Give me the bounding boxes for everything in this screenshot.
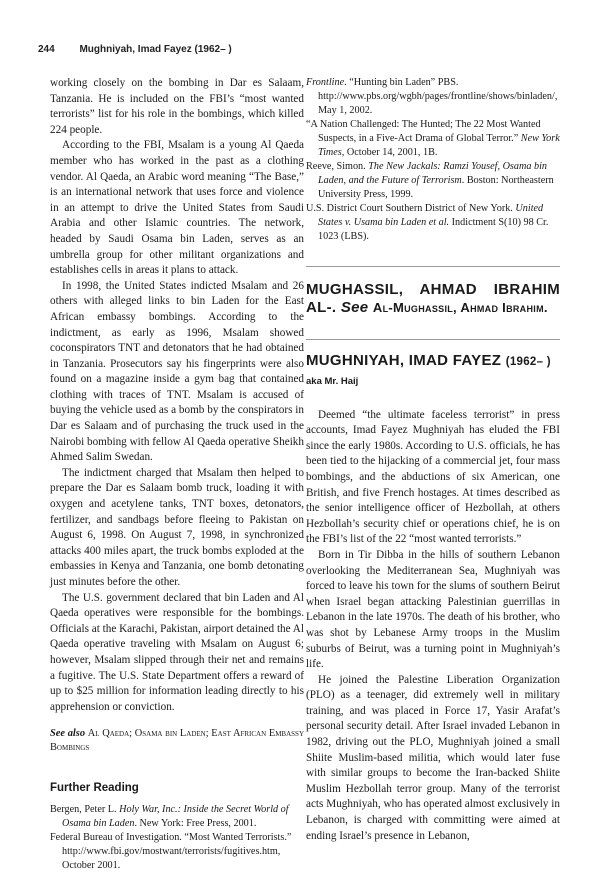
running-title: Mughniyah, Imad Fayez (1962– ) <box>79 44 232 55</box>
cross-reference-entry-heading <box>306 281 560 317</box>
see-also-targets: Al Qaeda; Osama bin Laden; East African Embassy Bombings <box>50 728 304 754</box>
reference-entry: Frontline. “Hunting bin Laden” PBS. http://www.pbs.org/wgbh/pages/frontline/shows/binladen/, May 1, 2002. <box>306 77 558 116</box>
body-paragraph: He joined the Palestine Liberation Organization (PLO) as a teenager, did extremely well in military training, and was placed in Force 17, Yasir Arafat’s personal security detail. After Israel invaded Lebanon in 1982, driving out the PLO, Mughniyah joined a small Shiite Muslim-based militia, which would later fuse with similar groups to become the Iran-backed Shiite Muslim Hezbollah terror group. Many of the terrorist acts Mughniyah, who has operated almost exclusively in Lebanon, is charged with committing were aimed at ending Israel’s presence in Lebanon, <box>306 673 560 842</box>
body-paragraph: Deemed “the ultimate faceless terrorist” in press accounts, Imad Fayez Mughniyah has eluded the FBI since the early 1980s. According to U.S. officials, he has been tied to the hijacking of a commercial jet, four mass bombings, and the abductions of six American, one British, and five French hostages. At times described as the senior intelligence officer of Hezbollah, at others Hezbollah’s security chief or operations chief, he is on the FBI’s list of the 22 “most wanted terrorists.” <box>306 408 560 546</box>
running-header <box>38 44 578 55</box>
reference-entry: Reeve, Simon. The New Jackals: Ramzi Yousef, Osama bin Laden, and the Future of Terrorism. Boston: Northeastern University Press, 1999. <box>306 161 554 200</box>
body-paragraph: The U.S. government declared that bin Laden and Al Qaeda operatives were responsible for the bombings. Officials at the Karachi, Pakistan, airport detained the Al Qaeda operative traveling with Msalam on August 6; however, Msalam slipped through their net and remains a fugitive. The U.S. State Department offers a reward of up to $25 million for information leading directly to his apprehension or conviction. <box>50 591 304 713</box>
page-number: 244 <box>38 44 55 55</box>
further-reading-heading: Further Reading <box>50 782 139 795</box>
see-label: See <box>340 299 369 316</box>
reference-entry: Federal Bureau of Investigation. “Most Wanted Terrorists.” http://www.fbi.gov/mostwant/terrorists/fugitives.htm, October 2001. <box>50 831 292 871</box>
body-paragraph: Born in Tir Dibba in the hills of southern Lebanon overlooking the Mediterranean Sea, Mughniyah was forced to leave his town for the slums of southern Beirut when Israel began attacking Palestinian guerrillas in Lebanon in the late 1970s. The death of his brother, who was shot by Lebanese Army troops in the Muslim suburbs of Beirut, was a turning point in Mughniyah’s life. <box>306 548 560 671</box>
body-paragraph: In 1998, the United States indicted Msalam and 26 others with alleged links to bin Laden for the East African embassy bombings. According to the indictment, as early as 1996, Msalam showed coconspirators TNT and detonators that he had obtained in Tanzania. Prosecutors say his fingerprints were also found on a magazine inside a gym bag that contained clothing with traces of TNT. Msalam is accused of buying the vehicle used as a bomb by the conspirators in Dar es Salaam and of purchasing the truck used in the Nairobi bombing with fellow Al Qaeda operative Sheikh Ahmed Salim Swedan. <box>50 279 304 464</box>
reference-entry: Bergen, Peter L. Holy War, Inc.: Inside the Secret World of Osama bin Laden. New York: Free Press, 2001. <box>50 803 289 829</box>
reference-entry: “A Nation Challenged: The Hunted; The 22 Most Wanted Suspects, in a Five-Act Drama of Global Terror.” New York Times, October 14, 2001, 1B. <box>306 119 560 158</box>
see-also <box>50 727 304 755</box>
see-also-label: See also <box>50 728 86 740</box>
body-paragraph: The indictment charged that Msalam then helped to prepare the Dar es Salaam bomb truck, loading it with oxygen and acetylene tanks, TNT boxes, detonators, fertilizer, and sandbags before fleeing to Pakistan on August 6, 1998. On August 7, 1998, in synchronized attacks 400 miles apart, the truck bombs exploded at the embassies in Kenya and Tanzania, one bomb detonating just minutes before the other. <box>50 466 304 588</box>
body-paragraph: According to the FBI, Msalam is a young Al Qaeda member who has worked in the past as a clothing vendor. Al Qaeda, an Arabic word meaning “The Base,” is an international network that uses force and violence in an attempt to drive the United States from Saudi Arabia and other Islamic countries. The network, headed by Saudi Osama bin Laden, serves as an umbrella group for other militant organizations and establishes cells in areas it plans to attack. <box>50 139 304 277</box>
entry-heading <box>306 352 560 371</box>
left-column <box>50 76 304 873</box>
entry-dates: (1962– ) <box>505 356 551 368</box>
body-paragraph: working closely on the bombing in Dar es Salaam, Tanzania. He is included on the FBI’s “most wanted terrorists” list for his role in the bombings, which killed 224 people. <box>50 77 304 136</box>
right-column <box>306 76 560 844</box>
entry-name: MUGHNIYAH, IMAD FAYEZ <box>306 352 502 369</box>
see-target: Al-Mughassil, Ahmad Ibrahim. <box>372 300 548 315</box>
entry-name: MUGHASSIL, AHMAD IBRAHIM AL-. <box>306 281 560 316</box>
aka-line: aka Mr. Haij <box>306 376 359 387</box>
reference-entry: U.S. District Court Southern District of New York. United States v. Usama bin Laden et al. Indictment S(10) 98 Cr. 1023 (LBS). <box>306 203 549 242</box>
